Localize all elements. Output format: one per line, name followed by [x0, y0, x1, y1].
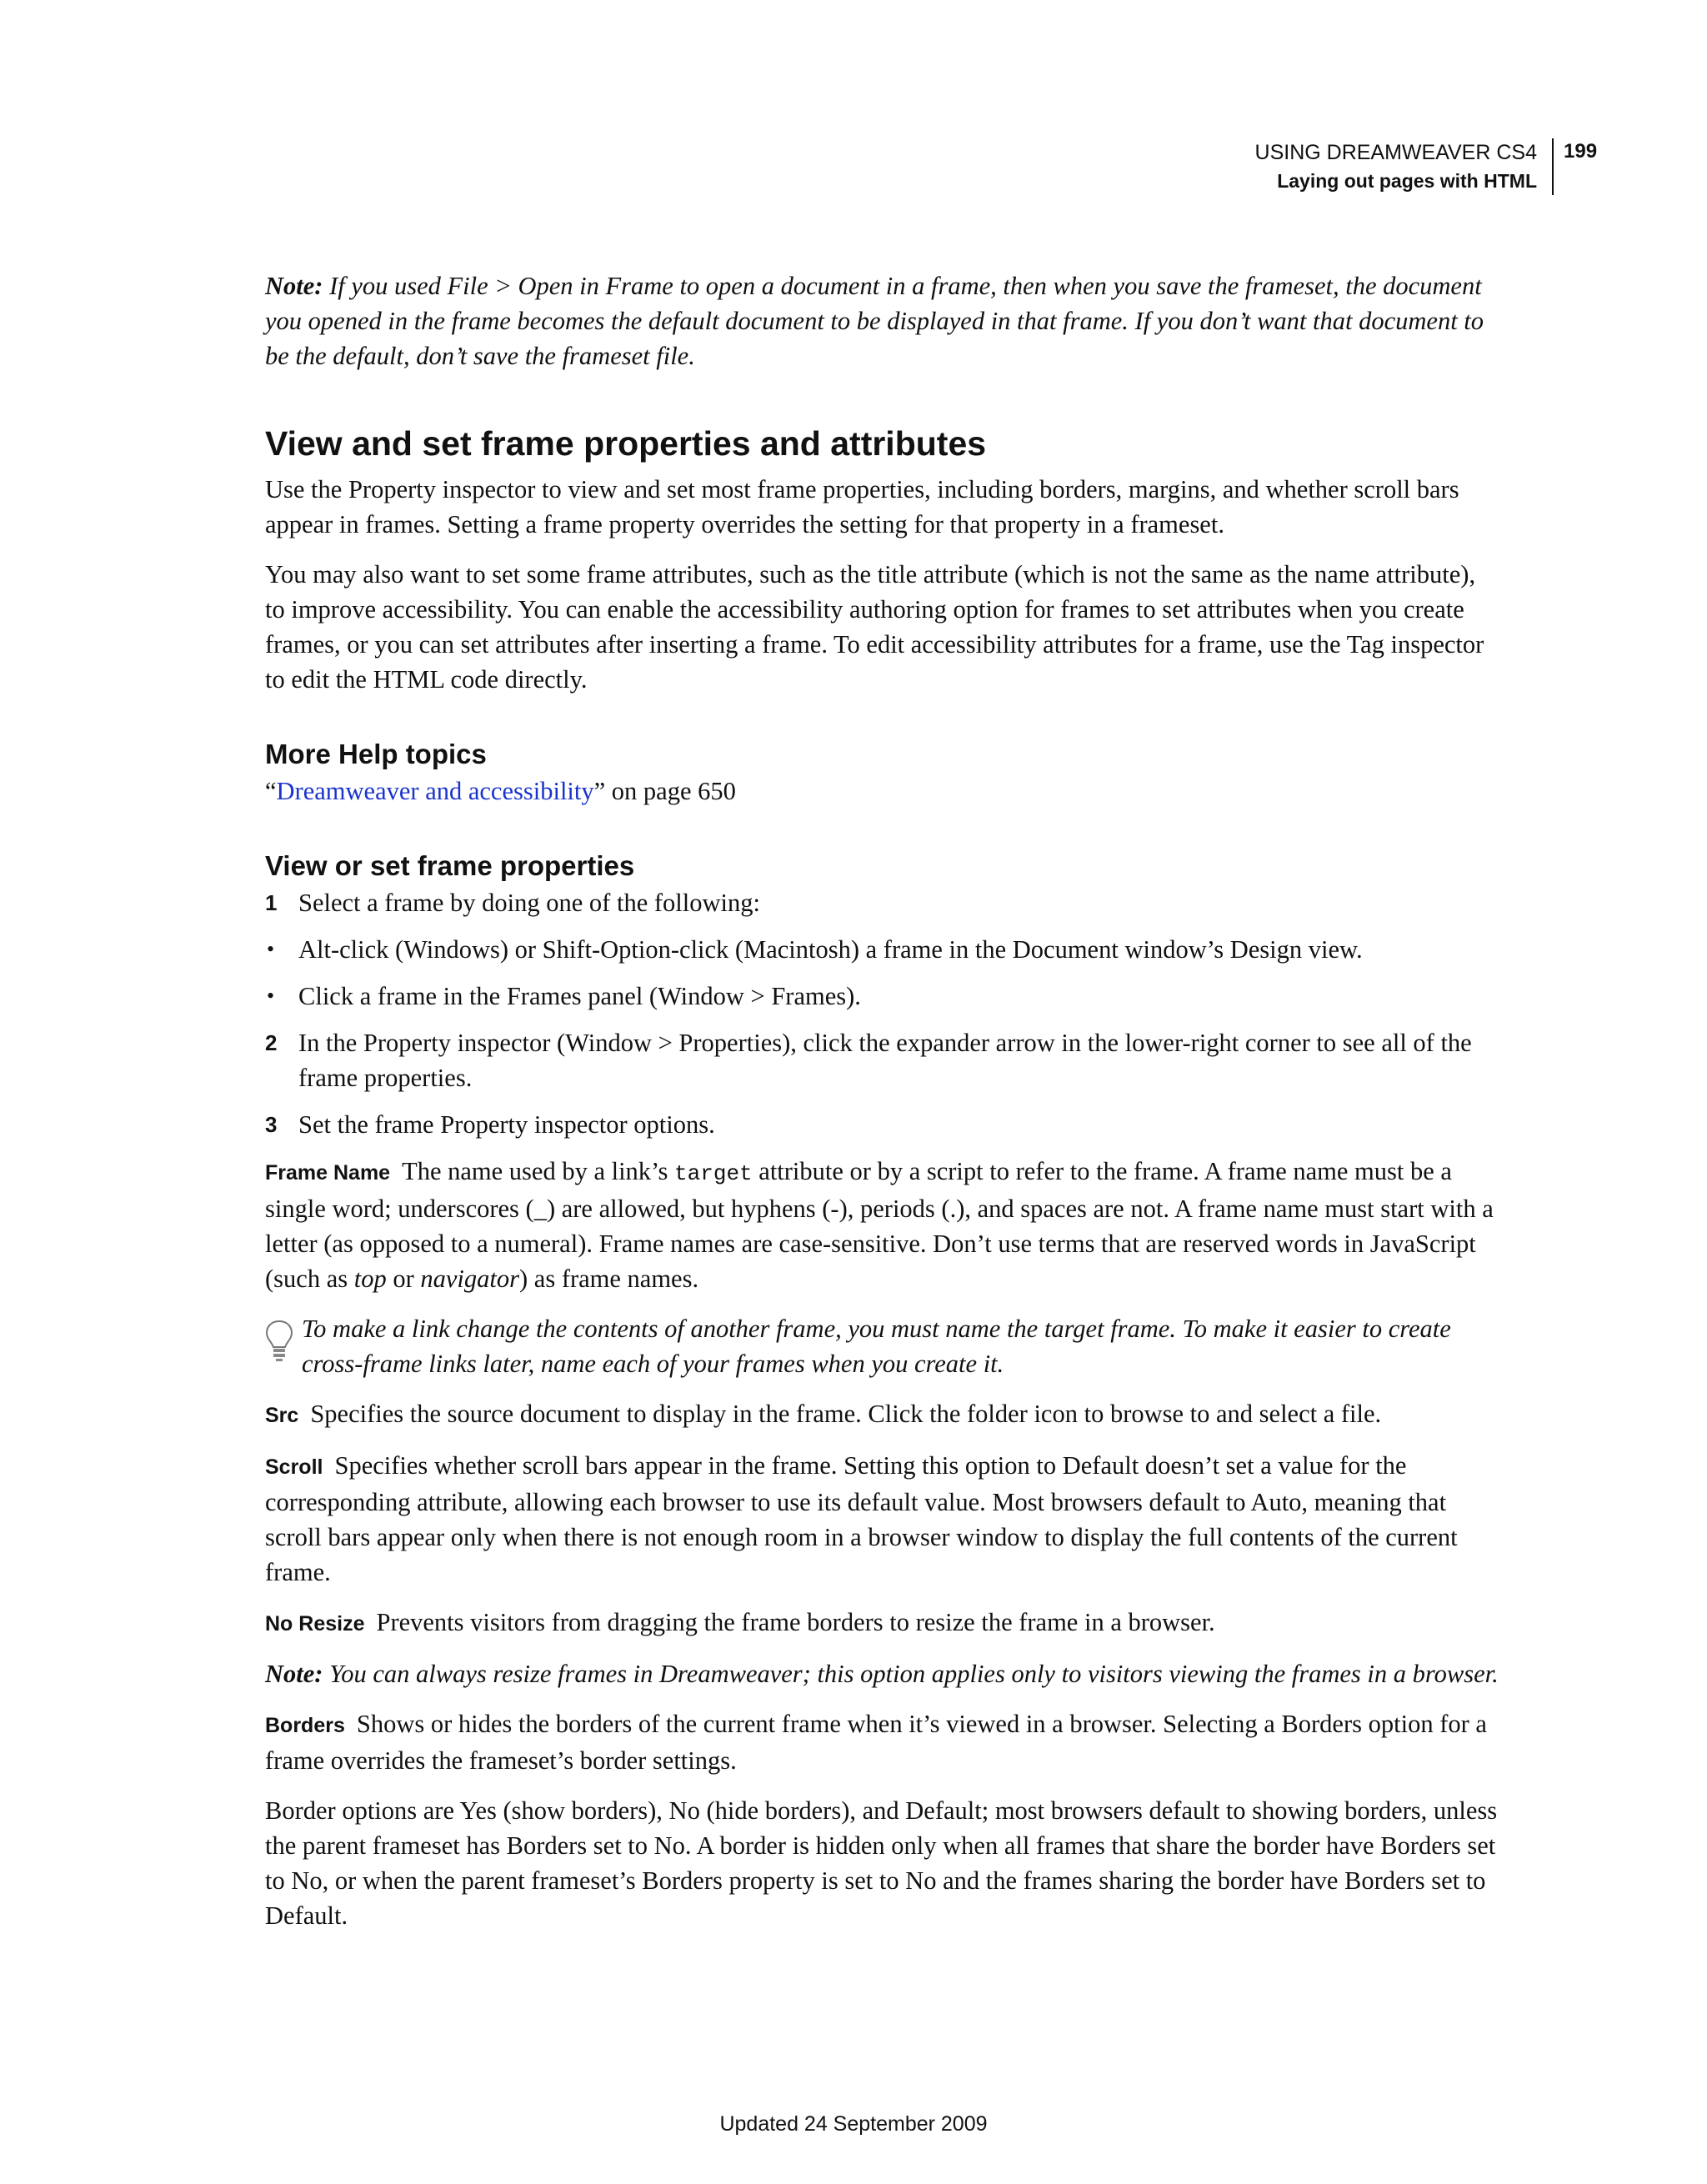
step-item: [265, 1107, 1499, 1142]
step-text: In the Property inspector (Window > Properties), click the expander arrow in the lower-right corner to see all of the frame properties.: [298, 1029, 1472, 1092]
option-text: or: [386, 1265, 421, 1293]
subsection-heading-view-or-set: View or set frame properties: [265, 850, 635, 881]
option-term: Src: [265, 1404, 299, 1427]
option-frame-name: [265, 1154, 1499, 1296]
page-content: [265, 268, 1499, 1948]
note-text: If you used File > Open in Frame to open a document in a frame, then when you save the frameset, the document you opened in the frame becomes the default document to be displayed in that frame. If you don’t want that document to be the default, don’t save the frameset file.: [265, 272, 1484, 370]
option-text: Specifies the source document to display in the frame. Click the folder icon to browse to and select a file.: [310, 1400, 1382, 1428]
page-number: 199: [1564, 140, 1598, 163]
option-text: Specifies whether scroll bars appear in the frame. Setting this option to Default doesn’t set a value for the corresponding attribute, allowing each browser to use its default value. Most browsers default to Auto, meaning that scroll bars appear only when there is not enough room in a browser window to display the full contents of the current frame.: [265, 1451, 1458, 1586]
note-open-in-frame: [265, 268, 1499, 373]
running-header: [1255, 138, 1554, 195]
step-item: [265, 1025, 1499, 1095]
more-help-topics-heading: More Help topics: [265, 739, 487, 769]
help-topic-entry: [265, 774, 1499, 809]
option-text: ) as frame names.: [519, 1265, 699, 1293]
bullet-item: [265, 979, 1499, 1014]
page-reference: ” on page 650: [593, 777, 736, 805]
note-text: You can always resize frames in Dreamweaver; this option applies only to visitors viewing the frames in a browser.: [329, 1660, 1499, 1688]
paragraph-accessibility: You may also want to set some frame attributes, such as the title attribute (which is not the same as the name attribute), to improve accessibility. You can enable the accessibility authoring option for frames to set attributes when you create frames, or you can set attributes after inserting a frame. To edit accessibility attributes for a frame, use the Tag inspector to edit the HTML code directly.: [265, 560, 1484, 694]
em-top: top: [353, 1265, 387, 1293]
bullet-text: Click a frame in the Frames panel (Window > Frames).: [298, 982, 861, 1010]
bullet-item: [265, 932, 1499, 967]
step-number: 1: [265, 890, 278, 915]
book-title: USING DREAMWEAVER CS4: [1255, 138, 1554, 167]
paragraph-border-options: Border options are Yes (show borders), No (hide borders), and Default; most browsers default to showing borders, unless the parent frameset has Borders set to No. A border is hidden only when all frames that share the border have Borders set to No, or when the parent frameset’s Borders property is set to No and the frames sharing the border have Borders set to Default.: [265, 1796, 1498, 1930]
step-text: Set the frame Property inspector options.: [298, 1110, 715, 1139]
tip-text: To make a link change the contents of another frame, you must name the target frame. To make it easier to create cross-frame links later, name each of your frames when you create it.: [302, 1315, 1451, 1378]
paragraph-property-inspector: Use the Property inspector to view and set most frame properties, including borders, margins, and whether scroll bars appear in frames. Setting a frame property overrides the setting for that property in a frameset.: [265, 475, 1459, 538]
option-term: Scroll: [265, 1455, 323, 1479]
footer-updated-date: Updated 24 September 2009: [719, 2112, 988, 2136]
accessibility-link[interactable]: Dreamweaver and accessibility: [276, 777, 594, 805]
note-label: Note:: [265, 272, 323, 300]
option-no-resize: [265, 1605, 1499, 1641]
bullet-dot: •: [267, 937, 275, 961]
bullet-text: Alt-click (Windows) or Shift-Option-click (Macintosh) a frame in the Document window’s Design view.: [298, 935, 1363, 964]
option-text: Shows or hides the borders of the current frame when it’s viewed in a browser. Selecting a Borders option for a frame overrides the frameset’s border settings.: [265, 1710, 1487, 1775]
option-term: Borders: [265, 1714, 345, 1737]
lightbulb-icon: [265, 1320, 293, 1363]
option-borders: [265, 1706, 1499, 1778]
option-text: attribute or by a script to refer to the frame. A frame name must be a single word; underscores (_) are allowed, but hyphens (-), periods (.), and spaces are not. A frame name must start with a letter (as opposed to a numeral). Frame names are case-sensitive. Don’t use terms that are reserved words in JavaScript (such as: [265, 1157, 1494, 1293]
option-text: Prevents visitors from dragging the frame borders to resize the frame in a browser.: [376, 1608, 1215, 1636]
tip-paragraph: [265, 1311, 1499, 1381]
step-item: [265, 885, 1499, 920]
em-navigator: navigator: [420, 1265, 519, 1293]
steps-list: [265, 885, 1499, 1142]
code-target: target: [674, 1161, 753, 1186]
chapter-title: Laying out pages with HTML: [1255, 167, 1554, 195]
step-number: 3: [265, 1112, 278, 1137]
section-heading-frame-properties: View and set frame properties and attributes: [265, 424, 987, 463]
bullet-dot: •: [267, 984, 275, 1008]
option-term: No Resize: [265, 1612, 365, 1635]
option-src: [265, 1396, 1499, 1433]
option-term: Frame Name: [265, 1161, 391, 1185]
step-text: Select a frame by doing one of the following:: [298, 889, 760, 917]
open-quote: “: [265, 777, 277, 805]
note-resize: [265, 1656, 1499, 1691]
note-label: Note:: [265, 1660, 323, 1688]
option-scroll: [265, 1448, 1499, 1590]
step-number: 2: [265, 1030, 278, 1055]
option-text: The name used by a link’s: [402, 1157, 675, 1185]
